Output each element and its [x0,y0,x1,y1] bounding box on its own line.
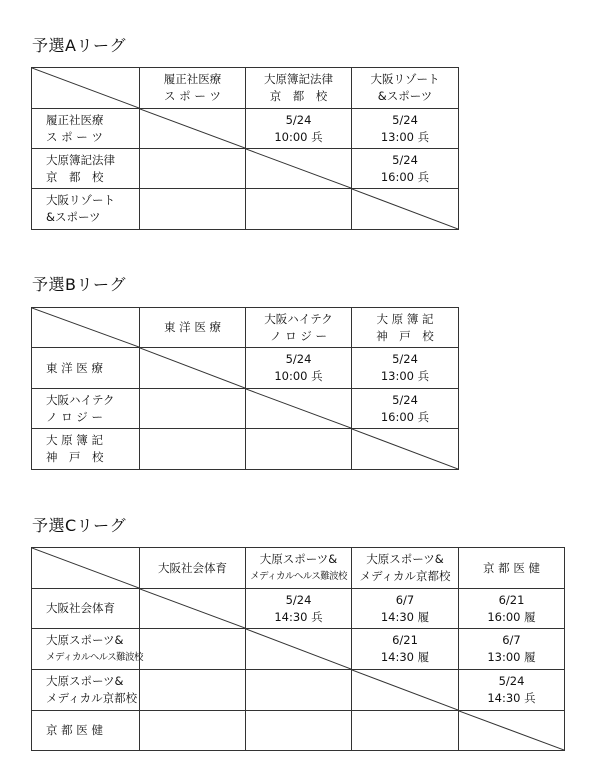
row-header: 履正社医療 ス ポ ー ツ [32,109,140,149]
match-cell: 5/24 14:30 兵 [459,670,565,711]
empty-cell [140,711,246,751]
match-cell: 5/24 14:30 兵 [246,589,352,629]
empty-cell [140,389,246,429]
empty-cell [246,711,352,751]
diagonal-line [352,189,458,229]
diagonal-line [352,670,458,710]
self-match-cell [352,429,459,470]
match-cell: 5/24 10:00 兵 [246,109,352,149]
row-header: 大阪ハイテク ノ ロ ジ ー [32,389,140,429]
empty-cell [140,149,246,189]
column-header: 大阪ハイテク ノ ロ ジ ー [246,308,352,348]
column-header: 大原スポーツ& メディカルヘルス難波校 [246,548,352,589]
row-header: 大 原 簿 記 神 戸 校 [32,429,140,470]
self-match-cell [246,149,352,189]
corner-cell [32,548,140,589]
row-header: 大原スポーツ& メディカルヘルス難波校 [32,629,140,670]
self-match-cell [140,589,246,629]
league-b-table [31,307,459,470]
league-b-title: 予選Bリーグ [32,275,126,294]
column-header: 履正社医療 ス ポ ー ツ [140,68,246,109]
league-c-title: 予選Cリーグ [32,516,127,535]
empty-cell [246,429,352,470]
column-header: 大原スポーツ& メディカル京都校 [352,548,459,589]
column-header: 大阪社会体育 [140,548,246,589]
diagonal-line [32,548,139,588]
league-a-table [31,67,459,230]
empty-cell [140,429,246,470]
diagonal-line [459,711,564,750]
diagonal-line [140,348,245,388]
match-cell: 5/24 10:00 兵 [246,348,352,389]
diagonal-line [246,149,351,188]
column-header: 東 洋 医 療 [140,308,246,348]
row-header: 大原簿記法律 京 都 校 [32,149,140,189]
match-cell: 5/24 16:00 兵 [352,389,459,429]
diagonal-line [32,308,139,347]
diagonal-line [32,68,139,108]
diagonal-line [140,109,245,148]
league-c-table [31,547,565,751]
self-match-cell [246,389,352,429]
match-cell: 5/24 13:00 兵 [352,348,459,389]
self-match-cell [459,711,565,751]
empty-cell [140,629,246,670]
self-match-cell [246,629,352,670]
column-header: 大阪リゾート &スポーツ [352,68,459,109]
row-header: 東 洋 医 療 [32,348,140,389]
match-cell: 6/21 16:00 履 [459,589,565,629]
row-header: 大阪社会体育 [32,589,140,629]
match-cell: 6/21 14:30 履 [352,629,459,670]
match-cell: 6/7 14:30 履 [352,589,459,629]
self-match-cell [352,189,459,230]
row-header: 大原スポーツ& メディカル京都校 [32,670,140,711]
empty-cell [246,670,352,711]
league-a-title: 予選Aリーグ [32,36,126,55]
column-header: 大 原 簿 記 神 戸 校 [352,308,459,348]
self-match-cell [140,348,246,389]
self-match-cell [352,670,459,711]
corner-cell [32,308,140,348]
empty-cell [352,711,459,751]
match-cell: 6/7 13:00 履 [459,629,565,670]
diagonal-line [140,589,245,628]
diagonal-line [352,429,458,469]
row-header: 京 都 医 健 [32,711,140,751]
empty-cell [140,670,246,711]
empty-cell [140,189,246,230]
match-cell: 5/24 16:00 兵 [352,149,459,189]
match-cell: 5/24 13:00 兵 [352,109,459,149]
corner-cell [32,68,140,109]
column-header: 大原簿記法律 京 都 校 [246,68,352,109]
row-header: 大阪リゾート &スポーツ [32,189,140,230]
diagonal-line [246,389,351,428]
empty-cell [246,189,352,230]
column-header: 京 都 医 健 [459,548,565,589]
self-match-cell [140,109,246,149]
diagonal-line [246,629,351,669]
